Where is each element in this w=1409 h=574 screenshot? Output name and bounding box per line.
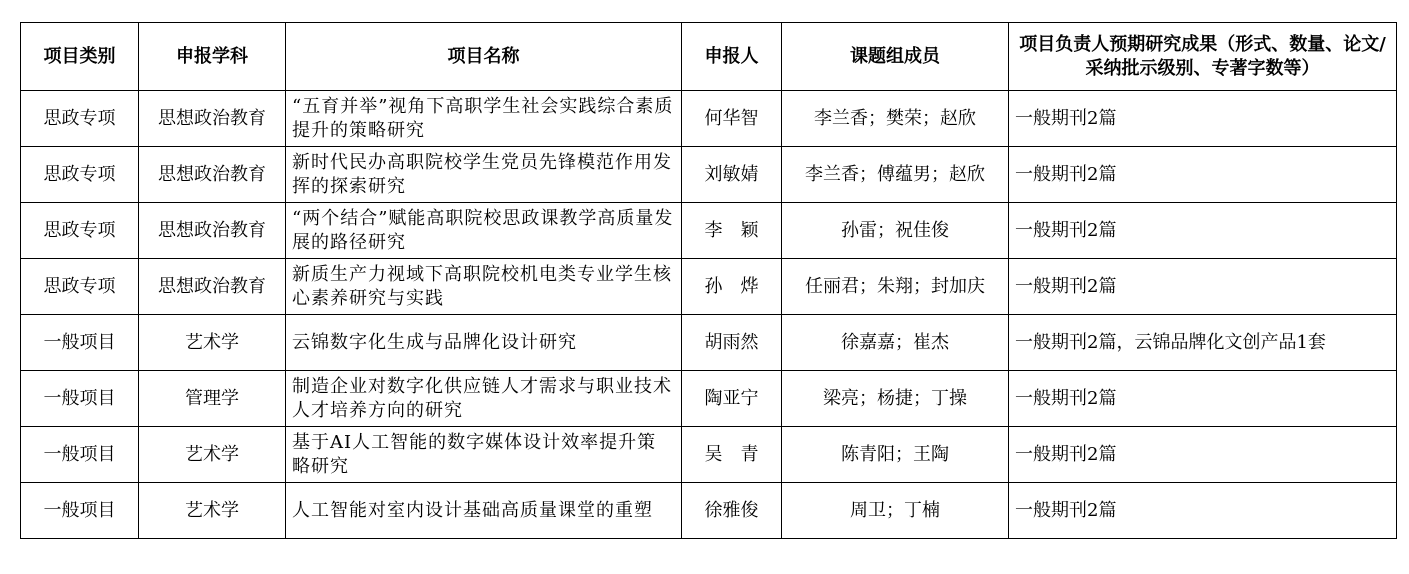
table-row: [21, 147, 1397, 203]
cell-discipline: 思想政治教育: [139, 259, 286, 315]
cell-title: 人工智能对室内设计基础高质量课堂的重塑: [286, 483, 682, 539]
cell-outcome: 一般期刊2篇: [1009, 91, 1397, 147]
header-title: 项目名称: [286, 23, 682, 91]
cell-members: 周卫；丁楠: [782, 483, 1009, 539]
cell-members: 梁亮；杨捷；丁操: [782, 371, 1009, 427]
cell-outcome: 一般期刊2篇: [1009, 427, 1397, 483]
cell-members: 孙雷；祝佳俊: [782, 203, 1009, 259]
header-row: [21, 23, 1397, 91]
cell-discipline: 思想政治教育: [139, 203, 286, 259]
cell-outcome: 一般期刊2篇: [1009, 147, 1397, 203]
cell-category: 思政专项: [21, 203, 139, 259]
cell-applicant: 孙 烨: [682, 259, 782, 315]
table-row: [21, 427, 1397, 483]
cell-applicant: 吴 青: [682, 427, 782, 483]
cell-title: 新质生产力视域下高职院校机电类专业学生核心素养研究与实践: [286, 259, 682, 315]
cell-category: 思政专项: [21, 147, 139, 203]
cell-applicant: 何华智: [682, 91, 782, 147]
cell-title: 新时代民办高职院校学生党员先锋模范作用发挥的探索研究: [286, 147, 682, 203]
cell-category: 思政专项: [21, 91, 139, 147]
cell-category: 一般项目: [21, 483, 139, 539]
cell-applicant: 胡雨然: [682, 315, 782, 371]
cell-outcome: 一般期刊2篇: [1009, 371, 1397, 427]
project-table: [20, 22, 1397, 539]
cell-title: 制造企业对数字化供应链人才需求与职业技术人才培养方向的研究: [286, 371, 682, 427]
table-row: [21, 371, 1397, 427]
cell-members: 任丽君；朱翔；封加庆: [782, 259, 1009, 315]
cell-outcome: 一般期刊2篇: [1009, 483, 1397, 539]
table-row: [21, 315, 1397, 371]
cell-outcome: 一般期刊2篇: [1009, 259, 1397, 315]
cell-title: 基于AI人工智能的数字媒体设计效率提升策略研究: [286, 427, 682, 483]
cell-title: “五育并举”视角下高职学生社会实践综合素质提升的策略研究: [286, 91, 682, 147]
table-row: [21, 203, 1397, 259]
cell-discipline: 思想政治教育: [139, 147, 286, 203]
cell-category: 一般项目: [21, 315, 139, 371]
project-table-container: [20, 22, 1397, 539]
cell-discipline: 艺术学: [139, 427, 286, 483]
cell-discipline: 思想政治教育: [139, 91, 286, 147]
cell-outcome: 一般期刊2篇，云锦品牌化文创产品1套: [1009, 315, 1397, 371]
cell-title: “两个结合”赋能高职院校思政课教学高质量发展的路径研究: [286, 203, 682, 259]
cell-applicant: 李 颖: [682, 203, 782, 259]
cell-title: 云锦数字化生成与品牌化设计研究: [286, 315, 682, 371]
table-row: [21, 259, 1397, 315]
table-header: [21, 23, 1397, 91]
cell-members: 陈青阳；王陶: [782, 427, 1009, 483]
cell-discipline: 管理学: [139, 371, 286, 427]
table-row: [21, 483, 1397, 539]
cell-members: 李兰香；樊荣；赵欣: [782, 91, 1009, 147]
cell-discipline: 艺术学: [139, 315, 286, 371]
cell-outcome: 一般期刊2篇: [1009, 203, 1397, 259]
cell-category: 一般项目: [21, 427, 139, 483]
cell-applicant: 刘敏婧: [682, 147, 782, 203]
header-members: 课题组成员: [782, 23, 1009, 91]
cell-applicant: 陶亚宁: [682, 371, 782, 427]
cell-members: 李兰香；傅蕴男；赵欣: [782, 147, 1009, 203]
cell-applicant: 徐雅俊: [682, 483, 782, 539]
header-discipline: 申报学科: [139, 23, 286, 91]
cell-discipline: 艺术学: [139, 483, 286, 539]
header-applicant: 申报人: [682, 23, 782, 91]
header-category: 项目类别: [21, 23, 139, 91]
cell-category: 思政专项: [21, 259, 139, 315]
cell-members: 徐嘉嘉；崔杰: [782, 315, 1009, 371]
table-row: [21, 91, 1397, 147]
header-outcome: 项目负责人预期研究成果（形式、数量、论文/采纳批示级别、专著字数等）: [1009, 23, 1397, 91]
cell-category: 一般项目: [21, 371, 139, 427]
table-body: [21, 91, 1397, 539]
